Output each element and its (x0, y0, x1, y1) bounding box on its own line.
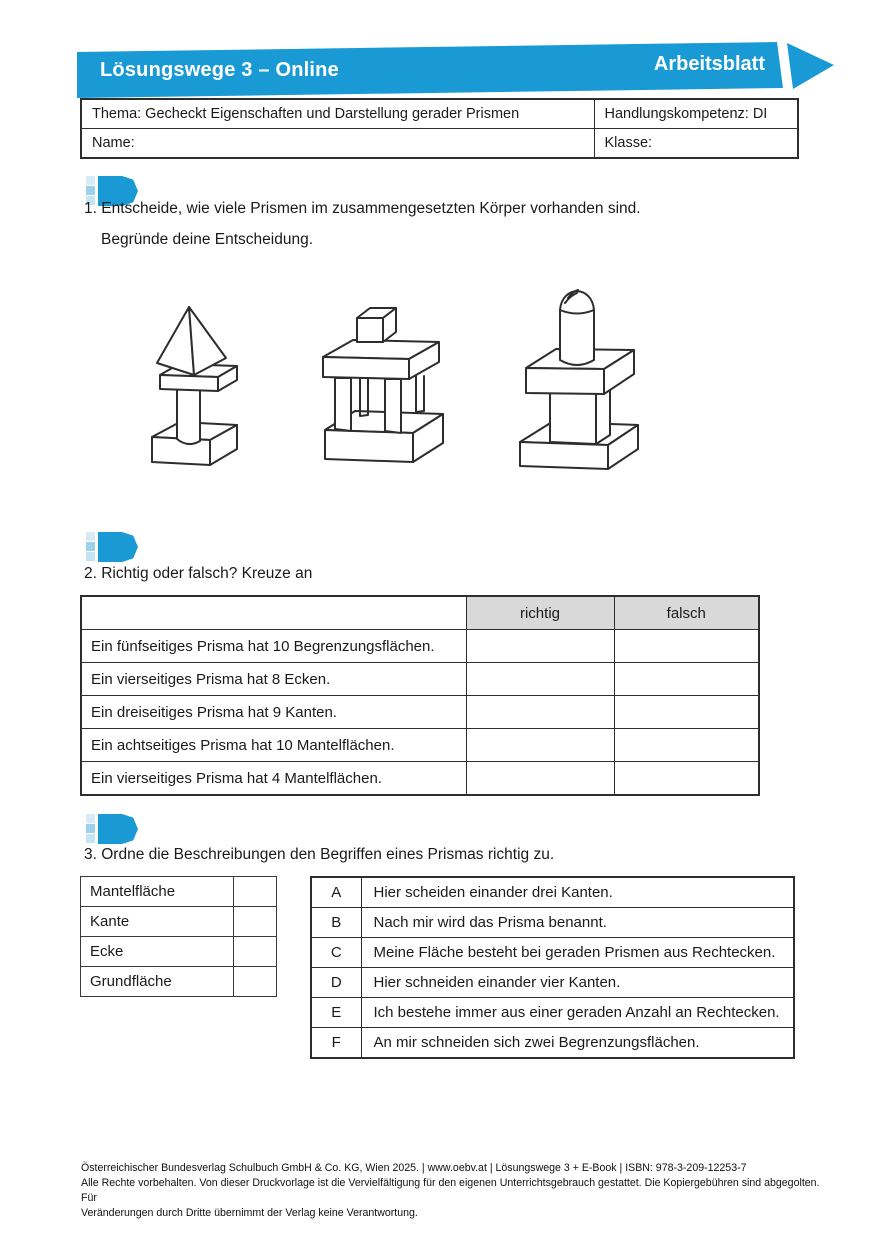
kompetenz-text: Handlungskompetenz: DI (604, 106, 768, 122)
falsch-answer-cell[interactable] (614, 729, 759, 762)
header-banner (77, 42, 837, 100)
statement-text: Ein dreiseitiges Prisma hat 9 Kanten. (81, 696, 466, 729)
table-corner-cell (81, 596, 466, 630)
pencil-body (98, 814, 138, 844)
term-label: Ecke (81, 937, 234, 967)
klasse-field[interactable] (594, 129, 798, 159)
richtig-answer-cell[interactable] (466, 762, 614, 796)
banner-title: Lösungswege 3 – Online (100, 59, 339, 81)
footer-line: Alle Rechte vorbehalten. Von dieser Druckvorlage ist die Vervielfältigung für den eigenen Unterrichtsgebrauch gestattet. Die Kopiergebühren sind abgegolten. Für (81, 1177, 820, 1204)
pencil-eraser-segment (86, 176, 95, 185)
statement-text: Ein fünfseitiges Prisma hat 10 Begrenzungsflächen. (81, 630, 466, 663)
description-letter: F (311, 1028, 361, 1059)
description-letter: E (311, 998, 361, 1028)
kompetenz-cell (594, 99, 798, 129)
terms-table (80, 876, 277, 997)
column-header-falsch: falsch (614, 596, 759, 630)
table-row (311, 908, 794, 938)
pencil-eraser-segment (86, 532, 95, 541)
table-row (81, 937, 277, 967)
table-row (81, 907, 277, 937)
description-text: An mir schneiden sich zwei Begrenzungsflächen. (361, 1028, 794, 1059)
term-answer-box[interactable] (234, 967, 277, 997)
table-row (81, 696, 759, 729)
pencil-eraser-segment (86, 186, 95, 195)
richtig-falsch-table (80, 595, 760, 796)
description-letter: A (311, 877, 361, 908)
statement-text: Ein vierseitiges Prisma hat 8 Ecken. (81, 663, 466, 696)
description-letter: D (311, 968, 361, 998)
richtig-answer-cell[interactable] (466, 630, 614, 663)
description-text: Ich bestehe immer aus einer geraden Anzahl an Rechtecken. (361, 998, 794, 1028)
thema-text: Thema: Gecheckt Eigenschaften und Darstellung gerader Prismen (92, 106, 520, 122)
figure-cube-slab-pillars-base (297, 302, 469, 474)
description-text: Hier schneiden einander vier Kanten. (361, 968, 794, 998)
table-row (311, 998, 794, 1028)
term-label: Kante (81, 907, 234, 937)
worksheet-info-table (80, 98, 799, 159)
figure-dome-cylinder-column-base (504, 272, 654, 480)
table-row (311, 1028, 794, 1059)
falsch-answer-cell[interactable] (614, 663, 759, 696)
footer-imprint (81, 1161, 826, 1221)
pencil-body (98, 532, 138, 562)
pencil-icon (86, 532, 138, 562)
pencil-eraser-segment (86, 824, 95, 833)
falsch-answer-cell[interactable] (614, 762, 759, 796)
pencil-eraser-segment (86, 542, 95, 551)
table-row (81, 967, 277, 997)
table-row (81, 630, 759, 663)
description-letter: C (311, 938, 361, 968)
falsch-answer-cell[interactable] (614, 630, 759, 663)
table-row (81, 762, 759, 796)
pencil-eraser-segment (86, 834, 95, 843)
statement-text: Ein vierseitiges Prisma hat 4 Mantelflächen. (81, 762, 466, 796)
footer-line: Veränderungen durch Dritte übernimmt der Verlag keine Verantwortung. (81, 1207, 418, 1219)
description-text: Hier scheiden einander drei Kanten. (361, 877, 794, 908)
task3-heading: 3. Ordne die Beschreibungen den Begriffen eines Prismas richtig zu. (84, 846, 555, 863)
name-field[interactable] (81, 129, 594, 159)
falsch-answer-cell[interactable] (614, 696, 759, 729)
description-text: Nach mir wird das Prisma benannt. (361, 908, 794, 938)
pencil-eraser-segment (86, 552, 95, 561)
term-answer-box[interactable] (234, 877, 277, 907)
term-answer-box[interactable] (234, 907, 277, 937)
task1-instruction: 1. Entscheide, wie viele Prismen im zusammengesetzten Körper vorhanden sind. (84, 200, 641, 217)
thema-cell (81, 99, 594, 129)
banner-badge: Arbeitsblatt (653, 53, 765, 75)
term-answer-box[interactable] (234, 937, 277, 967)
task1-instruction-line2: Begründe deine Entscheidung. (101, 231, 313, 248)
statement-text: Ein achtseitiges Prisma hat 10 Mantelflächen. (81, 729, 466, 762)
table-row (81, 729, 759, 762)
pencil-icon (86, 814, 138, 844)
footer-line: Österreichischer Bundesverlag Schulbuch GmbH & Co. KG, Wien 2025. | www.oebv.at | Lösungswege 3 + E-Book | ISBN: 978-3-209-12253-7 (81, 1162, 747, 1174)
table-row (81, 663, 759, 696)
task2-heading: 2. Richtig oder falsch? Kreuze an (84, 565, 313, 582)
descriptions-table (310, 876, 795, 1059)
description-letter: B (311, 908, 361, 938)
description-text: Meine Fläche besteht bei geraden Prismen aus Rechtecken. (361, 938, 794, 968)
term-label: Mantelfläche (81, 877, 234, 907)
table-row (311, 968, 794, 998)
richtig-answer-cell[interactable] (466, 729, 614, 762)
figure-pyramid-cylinder-tower (140, 299, 260, 471)
table-row (311, 877, 794, 908)
table-row (311, 938, 794, 968)
table-row (81, 877, 277, 907)
pencil-eraser-segment (86, 814, 95, 823)
term-label: Grundfläche (81, 967, 234, 997)
klasse-label: Klasse: (604, 135, 653, 151)
richtig-answer-cell[interactable] (466, 663, 614, 696)
column-header-richtig: richtig (466, 596, 614, 630)
richtig-answer-cell[interactable] (466, 696, 614, 729)
name-label: Name: (92, 135, 135, 151)
